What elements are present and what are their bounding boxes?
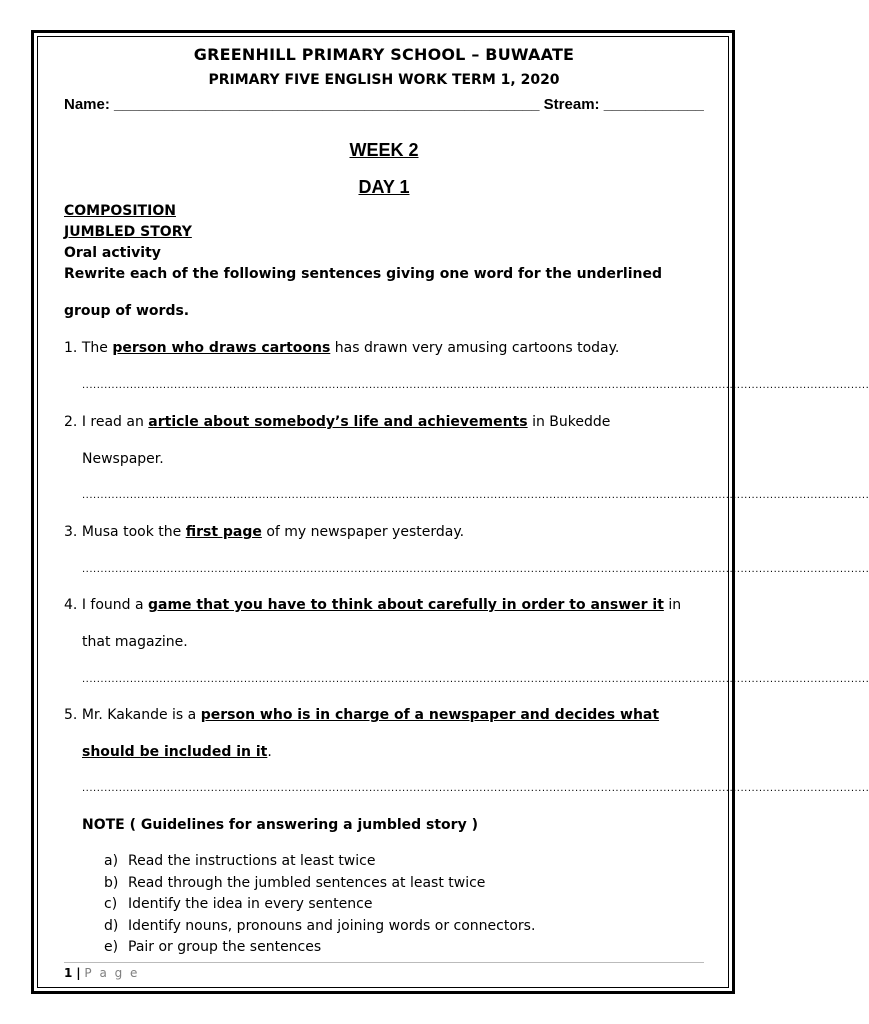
list-item — [104, 894, 535, 916]
underlined-phrase: article about somebody’s life and achievements — [148, 414, 528, 430]
question-number: 3. — [64, 524, 78, 540]
footer-separator: | — [76, 966, 81, 980]
underlined-phrase: game that you have to think about carefully in order to answer it — [148, 597, 664, 613]
question-text: in — [663, 597, 682, 613]
question-number: 5. — [64, 707, 78, 723]
list-label: c) — [104, 896, 118, 912]
question-text: I read an — [81, 414, 149, 430]
list-item — [104, 873, 535, 895]
question-3 — [64, 524, 464, 540]
guidelines-list — [104, 851, 535, 959]
work-subtitle: PRIMARY FIVE ENGLISH WORK TERM 1, 2020 — [208, 72, 560, 88]
question-number: 2. — [64, 414, 78, 430]
page-number: 1 — [64, 966, 73, 980]
list-label: d) — [104, 917, 119, 934]
oral-activity-heading: Oral activity — [64, 245, 161, 261]
name-line: ___________________________________________________ — [114, 96, 540, 113]
answer-line-1[interactable]: ...................................................................................................................................................................................................................... — [82, 380, 869, 391]
question-text: I found a — [81, 597, 148, 613]
question-text: . — [267, 744, 272, 760]
page-footer — [64, 966, 139, 980]
list-item — [104, 916, 535, 938]
underlined-phrase: first page — [185, 524, 262, 540]
question-2-continued: Newspaper. — [82, 451, 164, 467]
question-text: in Bukedde — [527, 414, 611, 430]
question-1 — [64, 340, 619, 356]
list-item — [104, 851, 535, 873]
question-number: 4. — [64, 597, 78, 613]
day-heading: DAY 1 — [358, 177, 410, 197]
question-5 — [64, 707, 659, 723]
footer-divider — [64, 962, 704, 963]
jumbled-story-heading: JUMBLED STORY — [64, 224, 192, 240]
answer-line-4[interactable]: ...................................................................................................................................................................................................................... — [82, 674, 869, 685]
question-text: The — [81, 340, 113, 356]
week-heading: WEEK 2 — [349, 140, 419, 160]
list-label: e) — [104, 939, 119, 955]
question-number: 1. — [64, 340, 78, 356]
underlined-phrase: person who is in charge of a newspaper and decides what — [200, 707, 660, 723]
list-label: a) — [104, 853, 119, 869]
list-text: Identify the idea in every sentence — [128, 896, 373, 912]
underlined-phrase: person who draws cartoons — [112, 340, 331, 356]
name-label: Name: — [64, 96, 110, 113]
list-text: Pair or group the sentences — [128, 939, 322, 955]
list-label: b) — [104, 874, 119, 891]
list-item — [104, 937, 535, 959]
instruction-line-1: Rewrite each of the following sentences giving one word for the underlined — [64, 266, 663, 282]
list-text: Read the instructions at least twice — [128, 853, 376, 869]
stream-line: ____________ — [603, 96, 704, 113]
answer-line-3[interactable]: ...................................................................................................................................................................................................................... — [82, 564, 869, 575]
list-text: Identify nouns, pronouns and joining words or connectors. — [128, 917, 536, 934]
question-text: has drawn very amusing cartoons today. — [330, 340, 620, 356]
question-4 — [64, 597, 681, 613]
name-stream-row — [64, 96, 704, 113]
answer-line-2[interactable]: ...................................................................................................................................................................................................................... — [82, 490, 869, 501]
question-text: of my newspaper yesterday. — [261, 524, 465, 540]
instruction-line-2: group of words. — [64, 303, 190, 319]
question-text: Mr. Kakande is a — [81, 707, 201, 723]
question-text: Musa took the — [81, 524, 186, 540]
list-text: Read through the jumbled sentences at least twice — [128, 874, 486, 891]
answer-line-5[interactable]: ...................................................................................................................................................................................................................... — [82, 783, 869, 794]
question-5-continued — [82, 744, 272, 760]
page-label: P a g e — [84, 966, 140, 980]
school-name: GREENHILL PRIMARY SCHOOL – BUWAATE — [193, 45, 575, 64]
stream-label: Stream: — [543, 96, 600, 113]
note-heading: NOTE ( Guidelines for answering a jumbled story ) — [82, 817, 478, 833]
question-4-continued: that magazine. — [82, 634, 188, 650]
composition-heading: COMPOSITION — [64, 203, 176, 219]
question-2 — [64, 414, 610, 430]
underlined-phrase: should be included in it — [82, 744, 268, 760]
